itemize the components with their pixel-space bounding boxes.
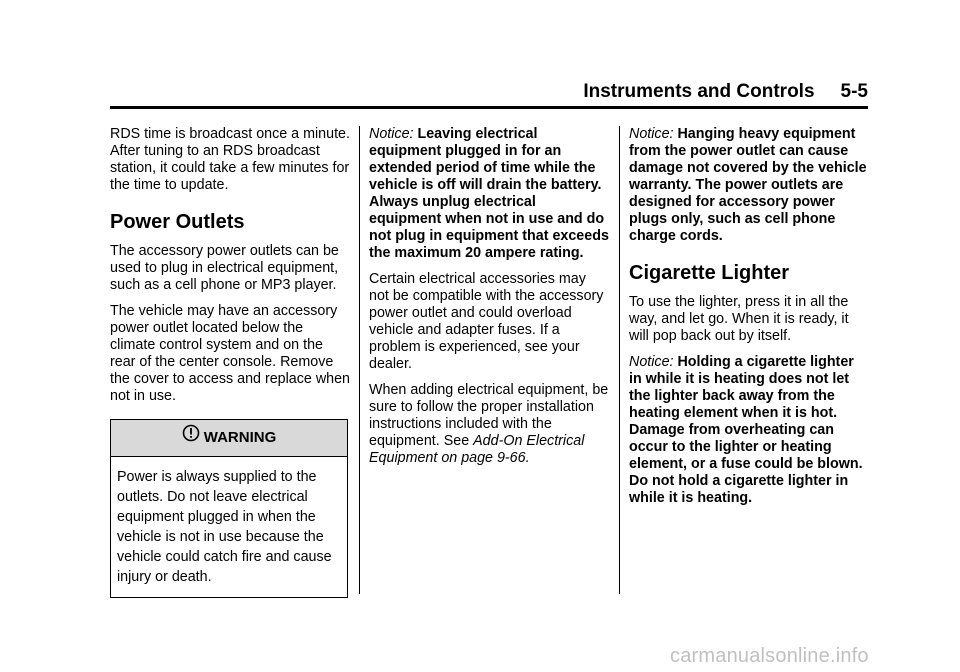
notice-text: Holding a cigarette lighter in while it is heating does not let the lighter back away from the heating element when it is hot. Damage from overheating can occur to the lighter or heating element, or a fuse could be blown. Do not hold a cigarette lighter in while it is heating. [629, 354, 863, 506]
notice-paragraph [629, 354, 869, 507]
header-rule [110, 106, 868, 109]
paragraph: To use the lighter, press it in all the way, and let go. When it is ready, it will pop back out by itself. [629, 294, 849, 344]
column-right [629, 126, 869, 516]
column-left [110, 126, 350, 598]
warning-header [111, 420, 347, 457]
notice-label: Notice: [369, 126, 414, 142]
notice-label: Notice: [629, 126, 674, 142]
paragraph: The vehicle may have an accessory power outlet located below the climate control system and on the rear of the center console. Remove the cover to access and replace when not in use. [110, 303, 351, 404]
warning-box [110, 419, 348, 598]
notice-text: Hanging heavy equipment from the power outlet can cause damage not covered by the vehicle warranty. The power outlets are designed for accessory power plugs only, such as cell phone charge cords. [629, 126, 867, 244]
paragraph: The accessory power outlets can be used to plug in electrical equipment, such as a cell phone or MP3 player. [110, 243, 339, 293]
section-title: Instruments and Controls [583, 81, 815, 102]
notice-label: Notice: [629, 354, 674, 370]
paragraph: Certain electrical accessories may not be compatible with the accessory power outlet and could overload vehicle and adapter fuses. If a problem is experienced, see your dealer. [369, 271, 604, 372]
intro-paragraph: RDS time is broadcast once a minute. After tuning to an RDS broadcast station, it could take a few minutes for the time to update. [110, 126, 350, 193]
column-divider [359, 126, 360, 594]
section-heading: Power Outlets [110, 211, 245, 233]
notice-paragraph [629, 126, 869, 245]
section-heading: Cigarette Lighter [629, 262, 790, 284]
warning-title: WARNING [203, 429, 277, 446]
page-number: 5-5 [840, 81, 868, 102]
page-header [110, 80, 868, 104]
warning-text: Power is always supplied to the outlets. Do not leave electrical equipment plugged in when the vehicle is not in use because the vehicle could catch fire and cause injury or death. [117, 469, 332, 585]
column-middle [369, 126, 609, 476]
column-divider [619, 126, 620, 594]
notice-text: Leaving electrical equipment plugged in for an extended period of time while the vehicle is off will drain the battery. Always unplug electrical equipment when not in use and do not plug in equipment that exceeds the maximum 20 ampere rating. [369, 126, 609, 261]
cross-reference-link[interactable]: Add-On Electrical Equipment on page 9-66. [369, 433, 585, 466]
paragraph-text: When adding electrical equipment, be sure to follow the proper installation instructions included with the equipment. See [369, 382, 609, 449]
notice-paragraph [369, 126, 609, 262]
paragraph [369, 382, 609, 467]
watermark: carmanualsonline.info [670, 645, 869, 667]
warning-icon [182, 420, 200, 456]
